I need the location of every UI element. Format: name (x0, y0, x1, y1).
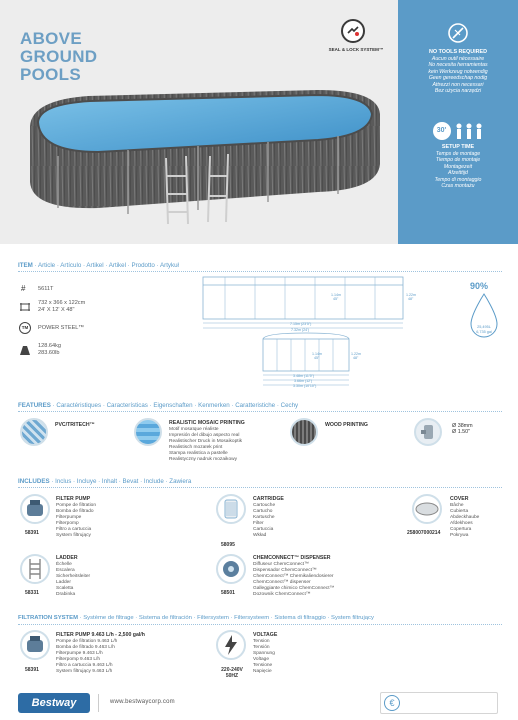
filtration-pump-lines (56, 639, 117, 676)
inc-line: Pompe de filtration 9.463 L/h (56, 639, 118, 644)
voltage-title: VOLTAGE (253, 632, 278, 638)
chemconnect-image (216, 554, 246, 584)
filter-pump-lines (56, 503, 96, 540)
inc-line: System filtrujący 9.463 L/h (56, 669, 113, 675)
filtration-pump-title: FILTER PUMP 9.463 L/h - 2,500 gal/h (56, 632, 145, 638)
ladder-image (20, 554, 50, 584)
mosaic-line: Realistisch mozaïek print (169, 445, 223, 450)
dim-label: 48" (408, 297, 414, 301)
panel-line: Attrezzi non necessari (432, 81, 484, 88)
inc-line: Voltage (253, 657, 270, 663)
cover-title: COVER (450, 496, 469, 502)
no-tools-block (398, 22, 518, 94)
panel-line: Bez użycia narzędzi (434, 88, 482, 95)
inc-line: Filter (253, 521, 264, 527)
inc-line: Spannung (253, 651, 275, 657)
footer-divider (98, 694, 99, 712)
valve-metric: Ø 38mm (452, 423, 473, 429)
dim-label: 1.14m (312, 352, 322, 356)
info-panel (398, 0, 518, 244)
inc-line: Pokrywa (450, 533, 469, 539)
chemconnect-title: CHEMCONNECT™ DISPENSER (253, 555, 331, 561)
weight-lb: 283.60lb (38, 350, 60, 356)
inc-line: Napięcie (253, 669, 272, 675)
inc-line: Scaletta (56, 586, 74, 592)
mosaic-line: Motif mosaïque réaliste (169, 427, 219, 432)
setup-time-block (398, 122, 518, 189)
dim-label: 7.32m (24') (291, 328, 310, 332)
pvc-label: PVC/TRITECH™ (55, 422, 95, 428)
seal-lock-label: SEAL & LOCK SYSTEM™ (328, 47, 384, 52)
hero-banner (0, 0, 398, 244)
cartridge-image (216, 494, 246, 524)
inc-line: Cubierta (450, 509, 469, 515)
mosaic-title: REALISTIC MOSAIC PRINTING (169, 420, 245, 426)
wood-print-icon (290, 418, 318, 446)
cover-lines (450, 503, 479, 540)
seal-lock-icon (341, 19, 365, 43)
inc-line: Galleggiante chimico ChemConnect™ (253, 586, 335, 592)
inc-line: Escalera (56, 568, 75, 574)
chemconnect-code: 58501 (221, 590, 235, 596)
panel-line: Tiempo de montaje (435, 157, 481, 164)
fill-percent: 90% (470, 281, 489, 291)
filtration-heading (18, 615, 374, 621)
voltage-image (216, 630, 246, 660)
dim-label: 1.22m (351, 352, 361, 356)
inc-line: Cartucho (253, 509, 273, 515)
heading-rest: · Caractéristiques · Características · Eigenschaften · Kenmerken · Caratteristiche · Cechy (50, 402, 299, 409)
heading-bold: FEATURES (18, 402, 51, 409)
inc-line: Bomba de filtrado (56, 509, 94, 515)
item-heading (18, 262, 179, 269)
euro-icon: € (384, 695, 400, 711)
filter-pump-image (20, 494, 50, 524)
dim-label: 7.15m (23'5") (290, 322, 312, 326)
cover-code: 258007000214 (407, 530, 441, 536)
voltage-code (216, 667, 248, 679)
inc-line: Ladder (56, 580, 71, 586)
frequency-value: 50HZ (225, 673, 239, 679)
hero-title-line: ABOVE (20, 29, 82, 48)
weight-kg: 128.64kg (38, 343, 62, 349)
inc-line: Échelle (56, 562, 72, 567)
inc-line: Filtro a cartuccia 9.463 L/h (56, 663, 113, 669)
features-heading (18, 402, 298, 409)
divider (18, 411, 502, 412)
clock-badge-icon: 30' (433, 122, 451, 140)
panel-line: Geen gereedschap nodig (428, 75, 488, 82)
panel-line: Czas montażu (441, 183, 475, 190)
mosaic-line: Realistischer Druck in Mosaikoptik (169, 439, 243, 444)
mosaic-line: Impresión del dibujo aspecto real (169, 433, 240, 438)
divider (18, 271, 502, 272)
filter-pump-title: FILTER PUMP (56, 496, 91, 502)
inc-line: Diffuseur ChemConnect™ (253, 562, 309, 567)
dimension-diagram (195, 275, 425, 395)
hero-title-line: GROUND (20, 47, 98, 66)
bestway-logo[interactable]: Bestway (18, 693, 90, 713)
setup-time-title: SETUP TIME (441, 144, 475, 150)
hash-icon: # (21, 284, 26, 293)
price-box (380, 692, 498, 714)
volume-l: 25,495L (477, 325, 491, 329)
voltage-value: 220-240V (221, 667, 243, 673)
dim-label: 3.30m (10'10") (293, 384, 317, 388)
inc-line: Filterpomp (56, 521, 79, 527)
dimensions-icon (19, 302, 31, 312)
trademark-icon: TM (19, 322, 31, 334)
mosaic-line: Realistyczny nadruk mozaikowy (169, 457, 237, 462)
dim-label: 3.48m (11'5") (293, 374, 315, 378)
inc-line: Cartuccia (253, 527, 274, 533)
panel-line: Tempo di montaggio (434, 176, 482, 183)
dim-label: 1.22m (406, 293, 416, 297)
inc-line: Bomba de filtrado 9.463 L/h (56, 645, 115, 651)
volume (470, 325, 498, 335)
inc-line: Copertura (450, 527, 472, 533)
voltage-lines (253, 639, 275, 676)
inc-line: Sicherheitsleiter (56, 574, 91, 580)
chemconnect-lines (253, 562, 334, 599)
filter-pump-code: 58391 (25, 530, 39, 536)
cartridge-lines (253, 503, 275, 540)
ladder-lines (56, 562, 90, 599)
pool-image (18, 86, 394, 236)
dim-label: 3.66m (12') (294, 379, 313, 383)
heading-rest: · Système de filtrage · Sistema de filtración · Filtersystem · Filtersysteem · Sistema di filtraggio · System filtrujący (78, 615, 374, 621)
panel-line: Afzetttijd (448, 170, 468, 177)
hero-title-line: POOLS (20, 65, 82, 84)
inc-line: Cartouche (253, 503, 276, 508)
sku: 5611T (38, 286, 54, 292)
panel-line: Temps de montage (435, 151, 481, 157)
dims-metric: 732 x 366 x 122cm (38, 300, 86, 306)
inc-line: System filtrujący (56, 533, 91, 539)
mosaic-print-icon (134, 418, 162, 446)
inc-line: Filterpumpe (56, 515, 82, 521)
ladder-title: LADDER (56, 555, 78, 561)
panel-line: Aucun outil nécessaire (431, 56, 485, 62)
mosaic-lines (169, 427, 242, 463)
heading-bold: ITEM (18, 262, 33, 269)
panel-line: kein Werkzeug notwendig (428, 68, 488, 75)
dim-label: 48" (353, 356, 359, 360)
inc-line: Tensión (253, 645, 270, 651)
dim-label: 45" (314, 356, 320, 360)
people-icon (454, 122, 484, 140)
inc-line: Dispensador ChemConnect™ (253, 568, 317, 574)
divider (18, 487, 502, 488)
dims-imperial: 24' X 12' X 48" (38, 307, 75, 313)
cartridge-title: CARTRIDGE (253, 496, 284, 502)
inc-line: Dozownik ChemConnect™ (253, 592, 311, 598)
inc-line: Kartusche (253, 515, 275, 521)
website-link[interactable]: www.bestwaycorp.com (110, 699, 175, 705)
hero-title (20, 30, 97, 84)
pvc-material-icon (20, 418, 48, 446)
inc-line: Filtro a cartuccia (56, 527, 92, 533)
drain-valve-icon (414, 418, 442, 446)
frame-type: POWER STEEL™ (38, 325, 85, 331)
inc-line: Tensione (253, 663, 273, 669)
heading-rest: · Article · Artículo · Artikel · Artikel · Prodotto · Artykuł (32, 262, 179, 269)
cartridge-code: 58095 (221, 542, 235, 548)
dim-label: 1.14m (331, 293, 341, 297)
filtration-pump-image (20, 630, 50, 660)
panel-line: Montagezeit (443, 163, 473, 170)
inc-line: Afdekhoes (450, 521, 473, 527)
inc-line: Bâche (450, 503, 464, 508)
filtration-pump-code: 58391 (25, 667, 39, 673)
includes-heading (18, 478, 191, 485)
inc-line: Pompe de filtration (56, 503, 96, 508)
wood-label: WOOD PRINTING (325, 422, 368, 428)
heading-bold: INCLUDES (18, 478, 50, 485)
dim-label: 45" (333, 297, 339, 301)
inc-line: Abdeckhaube (450, 515, 480, 521)
panel-line: No necesita herramientas (428, 62, 488, 69)
inc-line: Tension (253, 639, 270, 644)
cover-image (412, 494, 442, 524)
weight-icon (19, 344, 31, 356)
valve-imperial: Ø 1.50" (452, 429, 471, 435)
heading-rest: · Inclus · Incluye · Inhalt · Bevat · Include · Zawiera (49, 478, 192, 485)
setup-icons (398, 122, 518, 140)
no-tools-title: NO TOOLS REQUIRED (428, 49, 487, 55)
valve-size (452, 423, 473, 435)
no-tools-icon (447, 22, 469, 44)
inc-line: Filterpomp 9.463 L/h (56, 657, 100, 663)
inc-line: Drabinka (56, 592, 76, 598)
volume-gal: 6,735 gal (476, 330, 492, 334)
divider (18, 624, 502, 625)
inc-line: Wkład (253, 533, 267, 539)
ladder-code: 58331 (25, 590, 39, 596)
inc-line: ChemConnect™ Chemikaliendosierer (253, 574, 334, 580)
heading-bold: FILTRATION SYSTEM (18, 615, 78, 621)
inc-line: Filterpumpe 9.463 L/h (56, 651, 103, 657)
mosaic-line: Stampa realistica a pastelle (169, 451, 228, 456)
inc-line: ChemConnect™ dispenser (253, 580, 311, 586)
